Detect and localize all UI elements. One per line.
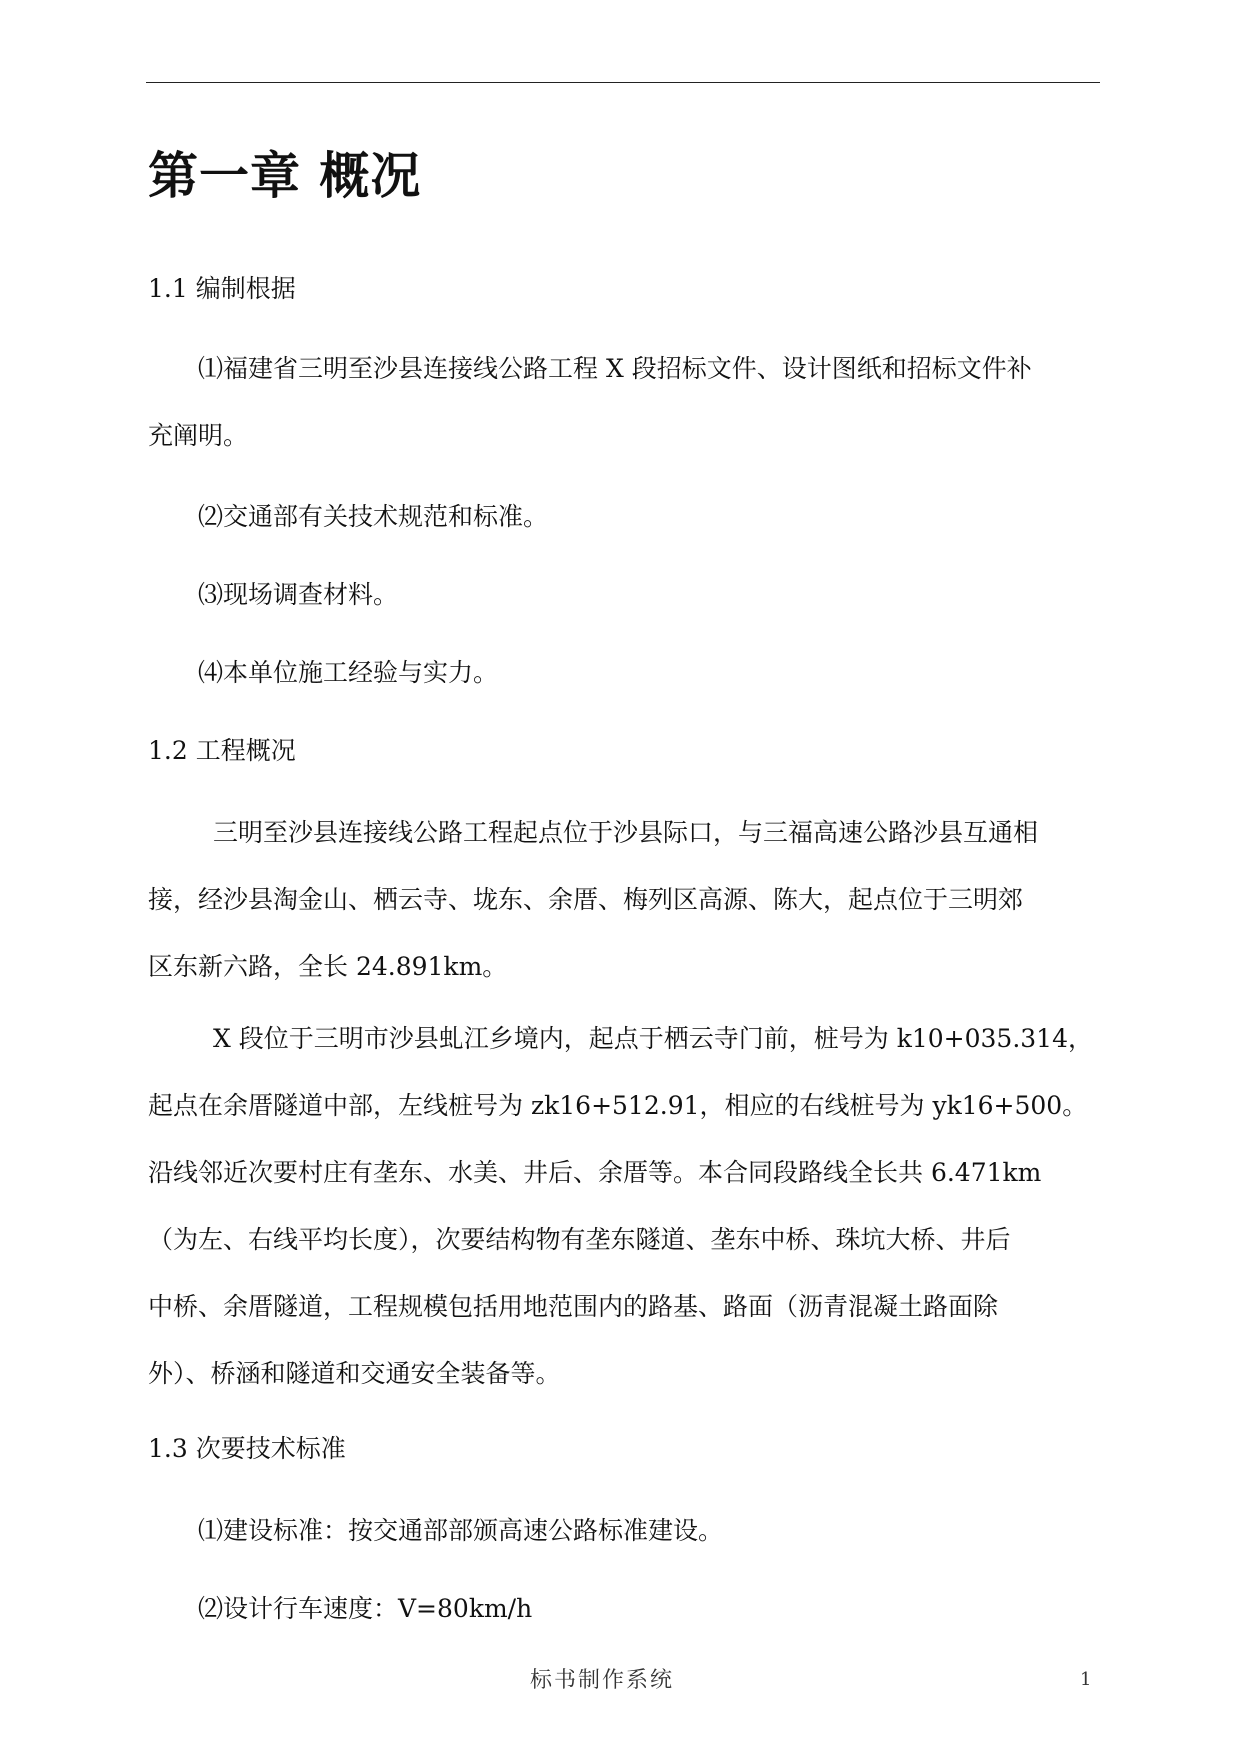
basis-item-3: ⑶现场调查材料。 [198, 580, 399, 609]
page-number: 1 [1080, 1669, 1092, 1690]
section-heading-1-3: 1.3 次要技术标准 [148, 1434, 346, 1463]
section-heading-1-1: 1.1 编制根据 [148, 274, 296, 303]
standard-item-2: ⑵设计行车速度：V=80km/h [198, 1594, 533, 1623]
header-rule [146, 82, 1100, 83]
overview-p2-line-2: 起点在余厝隧道中部，左线桩号为 zk16+512.91，相应的右线桩号为 yk16+500。 [148, 1091, 1088, 1120]
basis-item-1 [148, 352, 1102, 452]
overview-p2-line-1: X 段位于三明市沙县虬江乡境内，起点于栖云寺门前，桩号为 k10+035.314， [188, 1024, 1093, 1053]
section-heading-1-2: 1.2 工程概况 [148, 736, 296, 765]
basis-item-1-line-1: ⑴福建省三明至沙县连接线公路工程 X 段招标文件、设计图纸和招标文件补 [198, 354, 1032, 383]
standard-item-1: ⑴建设标准：按交通部部颁高速公路标准建设。 [198, 1516, 724, 1545]
basis-item-1-line-2: 充阐明。 [148, 421, 249, 450]
overview-p2-line-4: （为左、右线平均长度），次要结构物有垄东隧道、垄东中桥、珠坑大桥、井后 [148, 1225, 1011, 1254]
overview-paragraph-2 [148, 1022, 1102, 1390]
overview-p1-line-2: 接，经沙县淘金山、栖云寺、垅东、余厝、梅列区高源、陈大，起点位于三明郊 [148, 885, 1024, 914]
overview-p1-line-1: 三明至沙县连接线公路工程起点位于沙县际口，与三福高速公路沙县互通相 [188, 818, 1039, 847]
overview-p2-line-3: 沿线邻近次要村庄有垄东、水美、井后、余厝等。本合同段路线全长共 6.471km [148, 1158, 1042, 1187]
footer-text: 标书制作系统 [529, 1668, 674, 1693]
basis-item-2: ⑵交通部有关技术规范和标准。 [198, 502, 549, 531]
chapter-title: 第一章 概况 [148, 147, 422, 205]
overview-p2-line-6: 外）、桥涵和隧道和交通安全装备等。 [148, 1359, 561, 1388]
overview-paragraph-1 [148, 816, 1102, 983]
basis-item-4: ⑷本单位施工经验与实力。 [198, 658, 499, 687]
overview-p1-line-3: 区东新六路，全长 24.891km。 [148, 952, 508, 981]
overview-p2-line-5: 中桥、余厝隧道，工程规模包括用地范围内的路基、路面（沥青混凝土路面除 [148, 1292, 999, 1321]
